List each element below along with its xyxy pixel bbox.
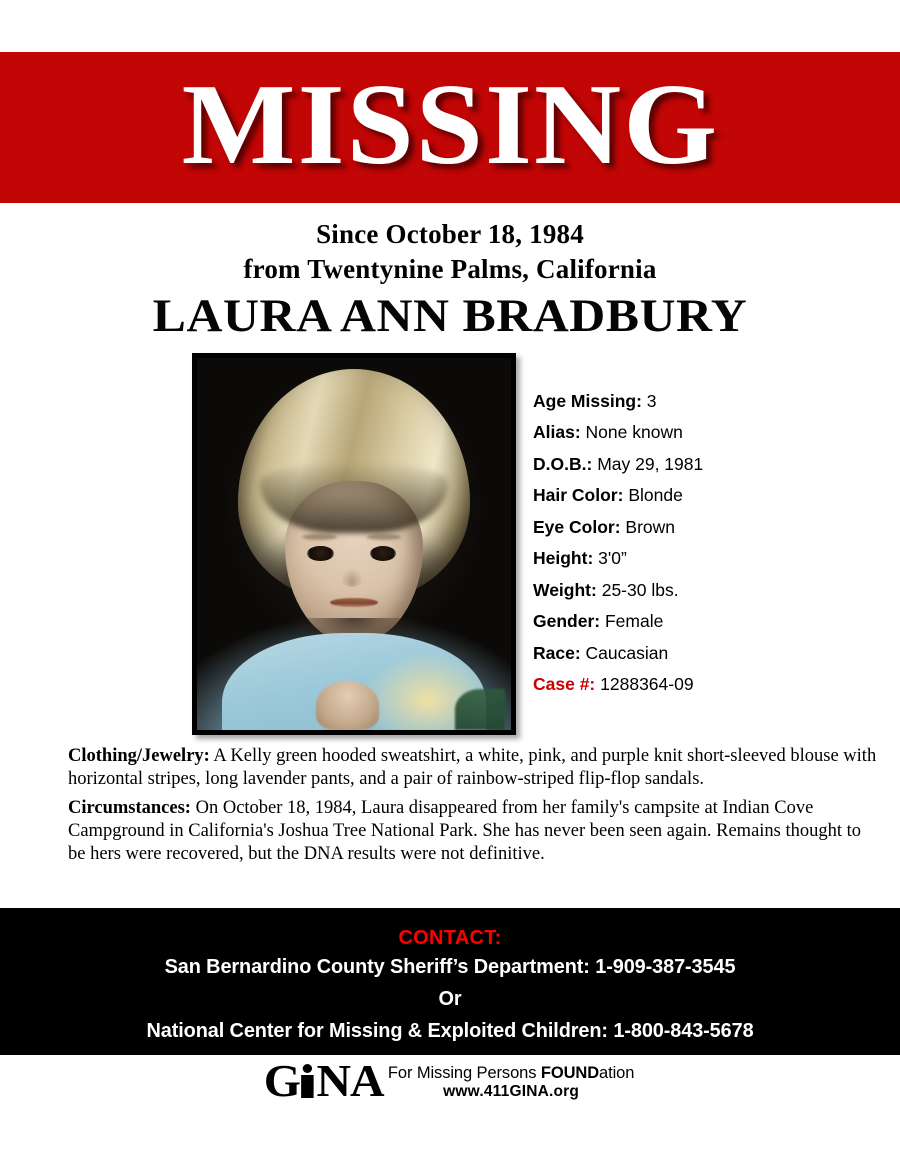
detail-label: Weight: [533,579,597,600]
case-number-label: Case #: [533,674,596,695]
detail-label: Age Missing: [533,390,642,411]
contact-band [0,908,900,1055]
detail-label: Hair Color: [533,485,624,506]
gina-letter-g: G [263,1055,300,1106]
person-icon-head [303,1064,312,1073]
detail-value: May 29, 1981 [597,453,704,474]
from-location-line: from Twentynine Palms, California [243,253,657,284]
gina-logo-text [388,1060,634,1102]
photo-shirt-green-accent [455,689,505,730]
missing-headline: MISSING [181,60,719,189]
detail-row [533,516,900,537]
detail-row [533,424,900,442]
circumstances-label: Circumstances: [68,798,191,819]
detail-value: None known [585,422,683,443]
detail-row [533,390,900,411]
gina-tagline [388,1064,634,1082]
clothing-paragraph [68,745,882,791]
photo-eye-left [307,546,334,562]
since-date-line: Since October 18, 1984 [316,219,584,249]
photo-and-details-row [0,353,900,735]
photo-hand [316,681,379,729]
photo-nose [341,568,363,587]
detail-value: 3 [646,390,657,411]
victim-name: LAURA ANN BRADBURY [152,290,748,343]
photo-bangs [260,462,448,533]
gina-letters-na: NA [316,1055,384,1106]
detail-value: Caucasian [585,642,669,663]
detail-row [533,487,900,505]
detail-label: Height: [533,548,594,569]
person-icon [301,1064,315,1098]
gina-logo-footer [0,1055,900,1106]
contact-or-separator: Or [438,986,462,1010]
detail-value: 25-30 lbs. [601,579,679,600]
circumstances-text: On October 18, 1984, Laura disappeared from her family's campsite at Indian Cove Campground in California's Joshua Tree National Park. She has never been seen again. Remains thought to be hers were recovered, but the DNA results were not definitive. [68,798,862,864]
victim-photo [192,353,516,735]
detail-row [533,579,900,600]
circumstances-paragraph [68,797,882,865]
gina-logo[interactable] [263,1055,635,1106]
detail-value: Blonde [628,485,683,506]
narrative-section [0,745,900,866]
gina-website-url[interactable]: www.411GINA.org [443,1083,580,1101]
detail-label: Race: [533,642,581,663]
detail-label: Eye Color: [533,516,621,537]
victim-photo-image [197,358,511,730]
top-white-margin [0,0,900,52]
contact-heading: CONTACT: [398,927,502,949]
clothing-label: Clothing/Jewelry: [68,745,210,766]
detail-row-case-number [533,676,900,694]
tagline-part-1: For Missing Persons [387,1063,541,1082]
poster-header [0,203,900,343]
detail-value: 3'0” [598,548,627,569]
gina-wordmark [263,1055,384,1106]
detail-value: Brown [625,516,676,537]
victim-details-list [533,353,900,708]
contact-ncmec-line[interactable]: National Center for Missing & Exploited Children: 1-800-843-5678 [146,1018,754,1042]
detail-row [533,613,900,631]
person-icon-body [301,1075,313,1098]
detail-label: Gender: [533,611,601,632]
contact-sheriff-line[interactable]: San Bernardino County Sheriff’s Department: 1-909-387-3545 [164,955,736,978]
case-number-value: 1288364-09 [600,674,694,695]
detail-label: Alias: [533,422,581,443]
detail-row [533,550,900,568]
missing-banner [0,52,900,203]
clothing-text: A Kelly green hooded sweatshirt, a white, pink, and purple knit short-sleeved blouse with horizontal stripes, long lavender pants, and a pair of rainbow-striped flip-flop sandals. [68,745,877,789]
detail-label: D.O.B.: [533,453,593,474]
tagline-part-2: ation [599,1063,635,1082]
detail-value: Female [604,611,664,632]
detail-row [533,642,900,663]
detail-row [533,453,900,474]
tagline-found: FOUND [540,1063,600,1082]
